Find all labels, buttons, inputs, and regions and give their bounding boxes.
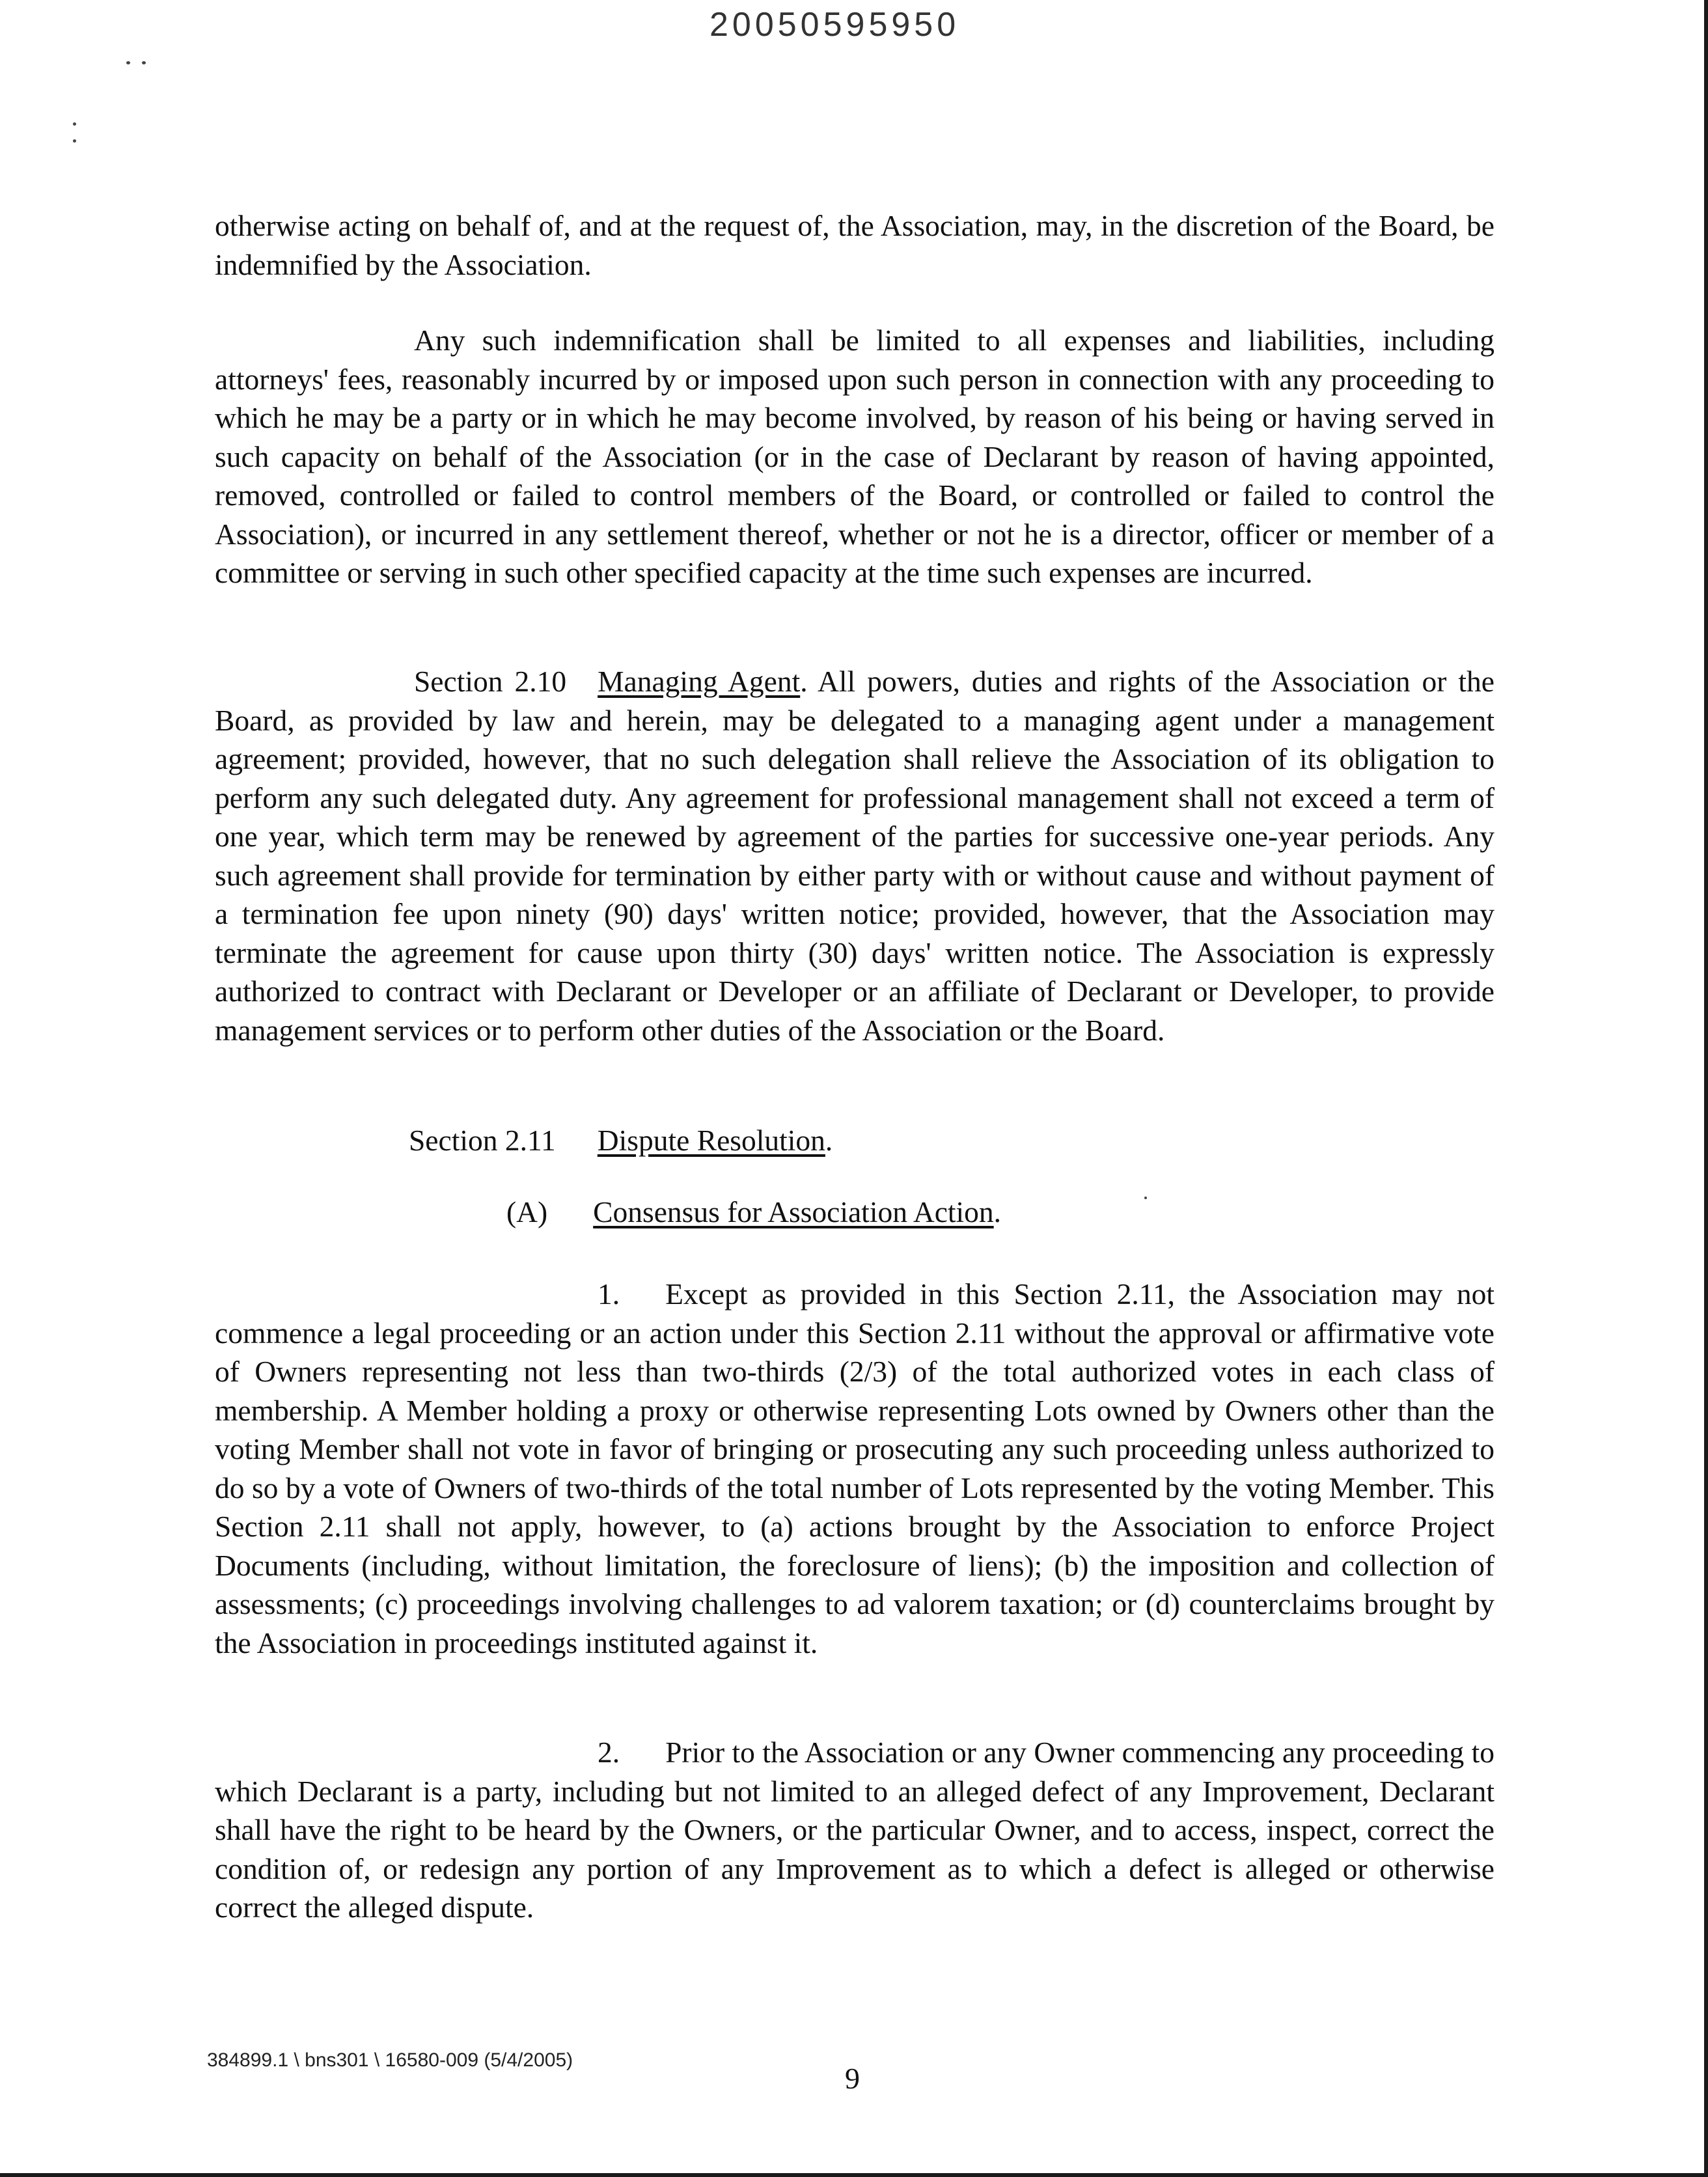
page-number: 9: [845, 2062, 860, 2095]
subsection-a-heading: [506, 1193, 1001, 1232]
section-body: . All powers, duties and rights of the Association or the Board, as provided by law and herein, may be delegated to a managing agent under a management agreement; provided, however, that no such delegation shall relieve the Association of its obligation to perform any such delegated duty. Any agreement for professional management shall not exceed a term of one year, which term may be renewed by agreement of the parties for successive one-year periods. Any such agreement shall provide for termination by either party with or without cause and without payment of a termination fee upon ninety (90) days' written notice; provided, however, that the Association may terminate the agreement for cause upon thirty (30) days' written notice. The Association is expressly authorized to contract with Declarant or Developer or an affiliate of Declarant or Developer, to provide management services or to perform other duties of the Association or the Board.: [215, 665, 1494, 1047]
section-2-10: [215, 662, 1494, 1049]
paragraph-text: Any such indemnification shall be limited to all expenses and liabilities, including attorneys' fees, reasonably incurred by or imposed upon such person in connection with any proceeding to which he may be a party or in which he may become involved, by reason of his being or having served in such capacity on behalf of the Association (or in the case of Declarant by reason of having appointed, removed, controlled or failed to control members of the Board, or controlled or failed to control the Association), or incurred in any settlement thereof, whether or not he is a director, officer or member of a committee or serving in such other specified capacity at the time such expenses are incurred.: [215, 324, 1494, 589]
scan-speck: [142, 61, 146, 64]
item-number: 1.: [598, 1277, 620, 1310]
scan-speck: [126, 61, 130, 64]
section-title: Managing Agent: [598, 665, 801, 698]
scan-speck: [73, 139, 76, 143]
item-number: 2.: [598, 1736, 620, 1769]
section-label: Section 2.11: [409, 1124, 556, 1157]
section-title-suffix: .: [825, 1124, 833, 1157]
section-title: Dispute Resolution: [597, 1124, 825, 1157]
numbered-item-1: [215, 1275, 1494, 1662]
section-label: Section 2.10: [414, 665, 567, 698]
document-number: 20050595950: [709, 6, 960, 44]
item-text: Prior to the Association or any Owner commencing any proceeding to which Declarant is a party, including but not limited to an alleged defect of any Improvement, Declarant shall have the right to be heard by the Owners, or the particular Owner, and to access, inspect, correct the condition of, or redesign any portion of any Improvement as to which a defect is alleged or otherwise correct the alleged dispute.: [215, 1736, 1494, 1924]
subsection-title: Consensus for Association Action: [593, 1195, 994, 1228]
scan-edge-bottom: [0, 2173, 1708, 2177]
item-text: Except as provided in this Section 2.11, the Association may not commence a legal proceeding or an action under this Section 2.11 without the approval or affirmative vote of Owners representing not less than two-thirds (2/3) of the total authorized votes in each class of membership. A Member holding a proxy or otherwise representing Lots owned by Owners other than the voting Member shall not vote in favor of bringing or prosecuting any such proceeding unless authorized to do so by a vote of Owners of two-thirds of the total number of Lots represented by the voting Member. This Section 2.11 shall not apply, however, to (a) actions brought by the Association to enforce Project Documents (including, without limitation, the foreclosure of liens); (b) the imposition and collection of assessments; (c) proceedings involving challenges to ad valorem taxation; or (d) counterclaims brought by the Association in proceedings instituted against it.: [215, 1277, 1494, 1659]
subsection-title-suffix: .: [993, 1195, 1002, 1228]
section-2-11-heading: [409, 1121, 833, 1160]
numbered-item-2: [215, 1733, 1494, 1927]
scan-speck: [1144, 1197, 1147, 1199]
subsection-label: (A): [506, 1195, 548, 1228]
paragraph-indemnification: [215, 321, 1494, 592]
footer-reference: 384899.1 \ bns301 \ 16580-009 (5/4/2005): [207, 2049, 573, 2071]
paragraph-continuation: [215, 206, 1494, 284]
scan-speck: [73, 122, 76, 126]
paragraph-text: otherwise acting on behalf of, and at the request of, the Association, may, in the discretion of the Board, be indemnified by the Association.: [215, 209, 1494, 281]
scan-edge-right: [1704, 0, 1708, 2177]
